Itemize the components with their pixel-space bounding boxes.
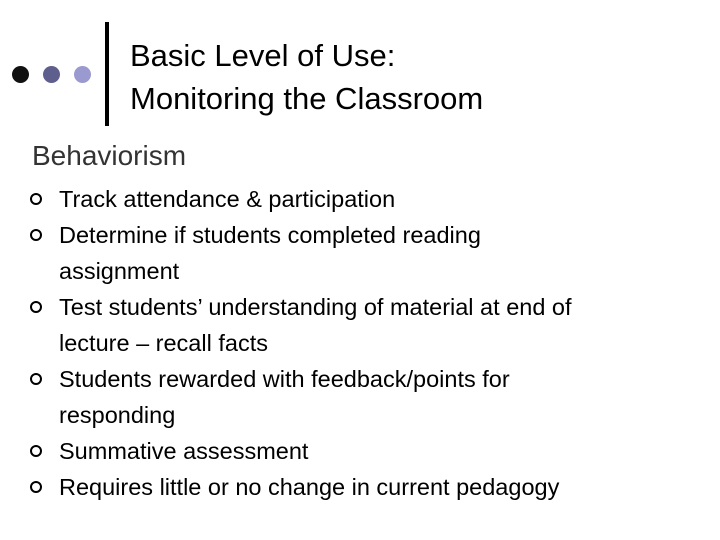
bullet-item — [30, 469, 710, 505]
bullet-item — [30, 181, 710, 217]
decorative-dot-icon — [12, 66, 29, 83]
hollow-circle-bullet-icon — [30, 229, 42, 241]
bullet-item — [30, 217, 710, 289]
bullet-text: Students rewarded with feedback/points for — [59, 366, 510, 392]
bullet-text: assignment — [59, 258, 180, 284]
bullet-text: Summative assessment — [59, 438, 309, 464]
slide-title-line: Basic Level of Use: — [130, 38, 396, 73]
hollow-circle-bullet-icon — [30, 481, 42, 493]
hollow-circle-bullet-icon — [30, 193, 42, 205]
slide-title-line: Monitoring the Classroom — [130, 81, 484, 116]
bullet-text: Track attendance & participation — [59, 186, 396, 212]
bullet-text: lecture – recall facts — [59, 330, 268, 356]
bullet-list — [30, 181, 710, 505]
bullet-item — [30, 289, 710, 361]
bullet-text: Determine if students completed reading — [59, 222, 481, 248]
slide-title — [130, 34, 690, 120]
hollow-circle-bullet-icon — [30, 445, 42, 457]
bullet-text: Test students’ understanding of material at end of — [59, 294, 572, 320]
bullet-item — [30, 433, 710, 469]
decorative-dot-icon — [74, 66, 91, 83]
section-heading: Behaviorism — [32, 140, 187, 171]
decorative-dot-icon — [43, 66, 60, 83]
hollow-circle-bullet-icon — [30, 373, 42, 385]
bullet-text: responding — [59, 402, 176, 428]
hollow-circle-bullet-icon — [30, 301, 42, 313]
bullet-item — [30, 361, 710, 433]
title-divider — [105, 22, 109, 126]
bullet-text: Requires little or no change in current pedagogy — [59, 474, 560, 500]
